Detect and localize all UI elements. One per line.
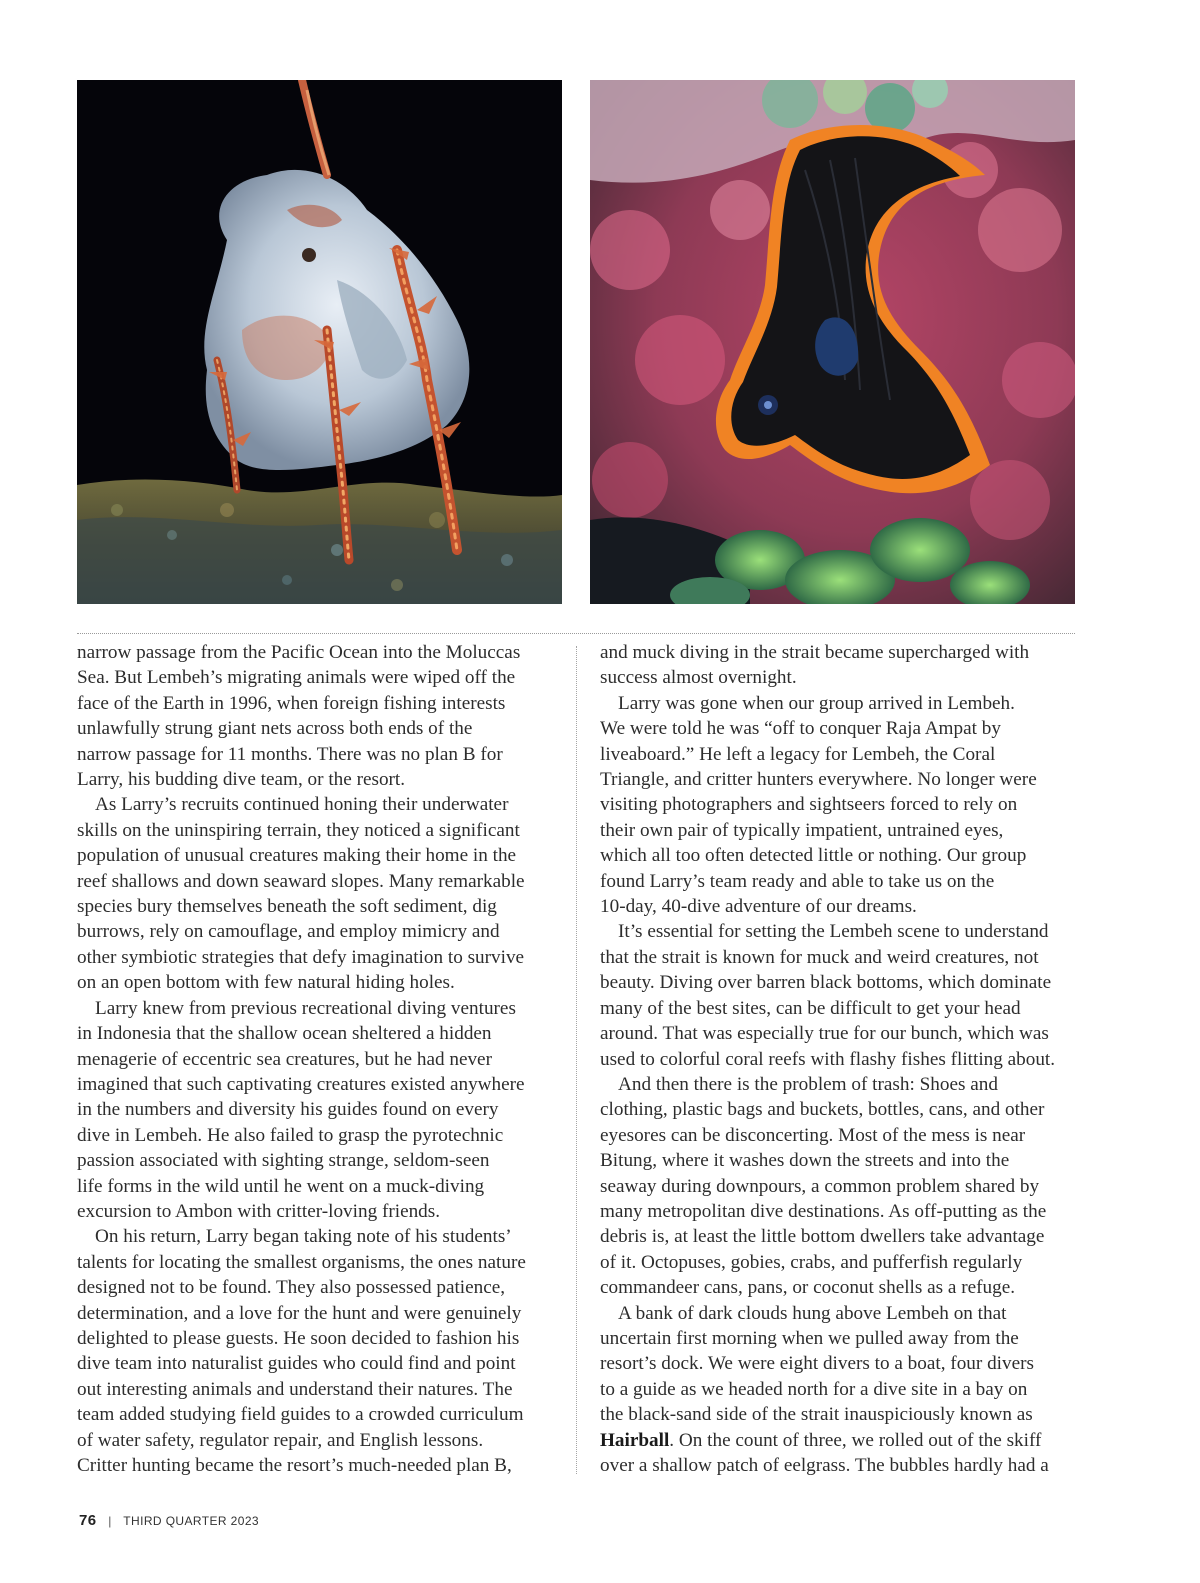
issue-label: THIRD QUARTER 2023 [123, 1514, 259, 1528]
paragraph: It’s essential for setting the Lembeh scene to understand that the strait is known for muck and weird creatures, not beauty. Diving over barren black bottoms, which dominate many of the best sites, can be difficult to get your head around. That was especially true for our bunch, which was used to colorful coral reefs with flashy fishes flitting about. [600, 921, 1056, 1070]
footer-separator: | [108, 1514, 112, 1528]
paragraph: On his return, Larry began taking note of his students’ talents for locating the smallest organisms, the ones nature designed not to be found. They also possessed patience, determination, and a love for the hunt and were genuinely delighted to please guests. He soon decided to fashion his dive team into naturalist guides who could find and point out interesting animals and understand their natures. The team added studying field guides to a crowded curriculum of water safety, regulator repair, and English lessons. Critter hunting became the resort’s much-needed plan B, [77, 1226, 526, 1476]
paragraph: As Larry’s recruits continued honing their underwater skills on the uninspiring terrain, they noticed a significant population of unusual creatures making their home in the reef shallows and down seaward slopes. Many remarkable species bury themselves beneath the soft sediment, dig burrows, rely on camouflage, and employ mimicry and other symbiotic strategies that defy imagination to survive on an open bottom with few natural hiding holes. [77, 794, 525, 994]
batfish-photo [590, 80, 1075, 604]
article-column-right [600, 640, 1078, 1478]
paragraph: A bank of dark clouds hung above Lembeh on that uncertain first morning when we pulled away from the resort’s dock. We were eight divers to a boat, four divers to a guide as we headed north for a dive site in a bay on the black-sand side of the strait inauspiciously known as Hairball. On the count of three, we rolled out of the skiff over a shallow patch of eelgrass. The bubbles hardly had a [600, 1302, 1049, 1476]
section-divider [77, 633, 1075, 634]
page-number: 76 [79, 1512, 97, 1529]
batfish-illustration [590, 80, 1075, 604]
column-divider [576, 646, 577, 1474]
dive-site-name: Hairball [600, 1429, 670, 1451]
paragraph: And then there is the problem of trash: Shoes and clothing, plastic bags and buckets, bottles, cans, and other eyesores can be disconcerting. Most of the mess is near Bitung, where it washes down the streets and into the seaway during downpours, a common problem shared by many metropolitan dive destinations. As off-putting as the debris is, at least the little bottom dwellers take advantage of it. Octopuses, gobies, crabs, and pufferfish regularly commandeer cans, pans, or coconut shells as a refuge. [600, 1073, 1047, 1299]
article-column-left [77, 640, 555, 1478]
frogfish-illustration [77, 80, 562, 604]
frogfish-photo [77, 80, 562, 604]
page-footer [79, 1512, 259, 1529]
paragraph: Larry knew from previous recreational diving ventures in Indonesia that the shallow ocean sheltered a hidden menagerie of eccentric sea creatures, but he had never imagined that such captivating creatures existed anywhere in the numbers and diversity his guides found on every dive in Lembeh. He also failed to grasp the pyrotechnic passion associated with sighting strange, seldom-seen life forms in the wild until he went on a muck-diving excursion to Ambon with critter-loving friends. [77, 997, 525, 1222]
paragraph: and muck diving in the strait became supercharged with success almost overnight. [600, 642, 1030, 689]
paragraph: Larry was gone when our group arrived in Lembeh. We were told he was “off to conquer Raja Ampat by liveaboard.” He left a legacy for Lembeh, the Coral Triangle, and critter hunters everywhere. No longer were visiting photographers and sightseers forced to rely on their own pair of typically impatient, untrained eyes, which all too often detected little or nothing. Our group found Larry’s team ready and able to take us on the 10-day, 40-dive adventure of our dreams. [600, 692, 1037, 918]
paragraph: narrow passage from the Pacific Ocean into the Moluccas Sea. But Lembeh’s migrating animals were wiped off the face of the Earth in 1996, when foreign fishing interests unlawfully strung giant nets across both ends of the narrow passage for 11 months. There was no plan B for Larry, his budding dive team, or the resort. [77, 642, 521, 791]
